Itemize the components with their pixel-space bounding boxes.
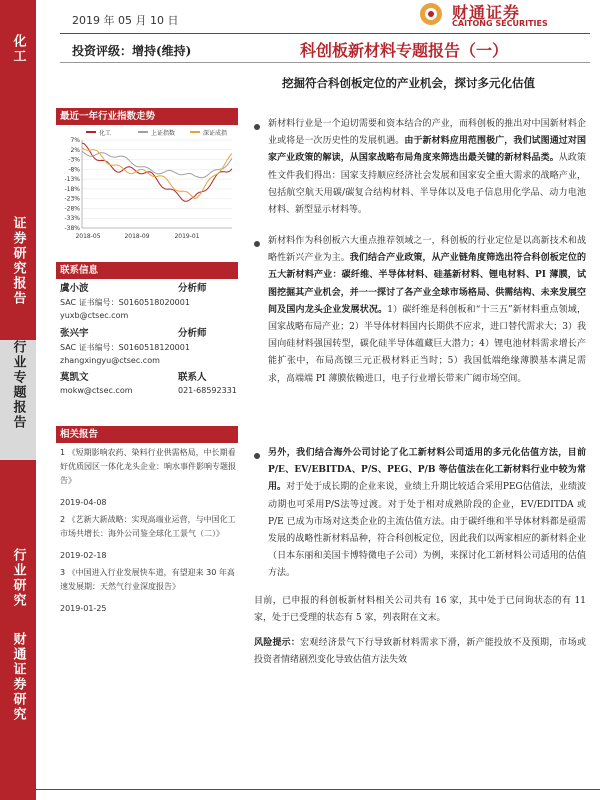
body-paragraph-2 <box>268 233 586 388</box>
contact-role-1: 分析师 <box>178 283 207 294</box>
x-tick-label-2: 2019-01 <box>174 233 200 240</box>
page-title: 科创板新材料专题报告（一） <box>300 41 509 60</box>
y-tick-label-2: -3% <box>68 156 80 164</box>
y-tick-label-4: -13% <box>64 176 80 184</box>
sidebar-research-band <box>0 460 36 800</box>
related-report-1[interactable]: 1 《短期影响农药、染料行业供需格局，中长期看好优质园区一体化龙头企业：响水事件影响专题报告》 <box>60 448 236 485</box>
y-tick-label-6: -23% <box>64 195 80 203</box>
company-logo-icon <box>419 2 443 26</box>
investment-rating: 投资评级：增持(维持) <box>72 44 192 58</box>
related-report-date-1: 2019-04-08 <box>60 498 107 507</box>
y-tick-label-0: 7% <box>70 137 80 144</box>
contact-name-1: 虞小波 <box>60 283 89 294</box>
bullet-1 <box>254 124 260 130</box>
y-tick-label-9: -38% <box>64 225 80 232</box>
sidebar-report-type: 证券研究报告 <box>10 216 26 306</box>
legend-label-1: 上证指数 <box>151 130 176 137</box>
chart-heading: 最近一年行业指数走势 <box>56 108 238 125</box>
contact-name-3: 莫凯文 <box>60 372 89 383</box>
legend-label-2: 深证成指 <box>203 130 228 137</box>
sidebar-brand: 财通证券研究 <box>10 632 26 722</box>
contact-cert-2: SAC 证书编号：S0160518120001 <box>60 343 190 352</box>
y-tick-label-1: 2% <box>70 146 80 154</box>
body-paragraph-4: 目前，已申报的科创板新材料相关公司共有 16 家，其中处于已问询状态的有 11 家，处于已受理的状态有 5 家，列表附在文末。 <box>254 596 586 624</box>
p1-text: 新材料行业是一个迫切需要和资本结合的产业，而科创板的推出对中国新材料企业或将是一次历史性的发展机遇。 <box>268 119 586 147</box>
series-line-0 <box>82 143 232 201</box>
series-line-1 <box>82 151 232 178</box>
p3-tail: 对于处于成长期的企业来说，业绩上升期比较适合采用PEG估值法，业绩波动期也可采用P/S法等过渡。对于处于相对成熟阶段的企业，EV/EDITDA 或 P/E 已成为市场对这类企业的主流估值方法。由于碳纤维和半导体材料都是亟需发展的战略性新材料品种，符合科创板定位，因此我们以两家相应的新材料企业（日本东丽和美国卡博特微电子公司）为例，来探讨化工新材料公司适用的估值方法。 <box>268 482 586 579</box>
bullet-2 <box>254 241 260 247</box>
x-tick-label-1: 2018-09 <box>124 233 150 240</box>
contact-name-2: 张兴宇 <box>60 328 89 339</box>
sidebar-category-band <box>0 340 36 460</box>
body-paragraph-1 <box>268 116 586 219</box>
contacts-heading: 联系信息 <box>56 262 238 279</box>
risk-label: 风险提示： <box>254 638 301 648</box>
p3-highlight: 另外，我们结合海外公司讨论了化工新材料公司适用的多元化估值方法，目前 P/E、EV/EBITDA、P/S、PEG、P/B 等估值法在化工新材料行业中较为常用。 <box>268 448 586 493</box>
report-date: 2019 年 05 月 10 日 <box>72 14 179 27</box>
risk-warning <box>254 635 586 669</box>
p1-highlight: 由于新材料应用范围极广，我们试图通过对国家产业政策的解读，从国家战略布局角度来筛选出最关键的新材料品类。 <box>268 136 586 164</box>
x-tick-label-0: 2018-05 <box>75 233 101 240</box>
contact-email-2[interactable]: zhangxingyu@ctsec.com <box>60 356 160 365</box>
y-tick-label-7: -28% <box>64 205 80 213</box>
contact-email-3[interactable]: mokw@ctsec.com <box>60 386 133 395</box>
sidebar-research: 行业研究 <box>10 548 26 608</box>
body-paragraph-3 <box>268 445 586 583</box>
p2-text: 新材料作为科创板六大重点推荐领域之一，科创板的行业定位是以高新技术和战略性新兴产业为主。 <box>268 236 586 264</box>
logo-english: CAITONG SECURITIES <box>452 19 548 28</box>
related-heading: 相关报告 <box>56 426 238 443</box>
p2-highlight: 我们结合产业政策，从产业链角度筛选出符合科创板定位的五大新材料产业：碳纤维、半导体材料、硅基新材料、锂电材料、PI 薄膜，试图挖掘其产业机会，并一一探讨了各产业全球市场格局、供需结构、未来发展空间及国内龙头企业发展状况。 <box>268 253 586 315</box>
risk-text: 宏观经济景气下行导致新材料需求下滑，新产能投放不及预期，市场或投资者情绪剧烈变化导致估值方法失效 <box>254 638 586 666</box>
industry-index-chart <box>56 126 238 244</box>
title-divider <box>60 62 590 63</box>
legend-label-0: 化工 <box>99 130 112 137</box>
bullet-3 <box>254 453 260 459</box>
footer-divider <box>0 789 600 790</box>
contact-email-1[interactable]: yuxb@ctsec.com <box>60 311 129 320</box>
y-tick-label-8: -33% <box>64 215 80 223</box>
contact-role-3: 联系人 <box>178 372 207 383</box>
related-report-date-3: 2019-01-25 <box>60 604 107 613</box>
header-divider <box>60 33 590 34</box>
contact-cert-1: SAC 证书编号：S0160518020001 <box>60 298 190 307</box>
related-report-3[interactable]: 3 《中国进入行业发展快车道，有望迎来 30 年高速发展期：天然气行业深度报告》 <box>60 568 235 591</box>
y-tick-label-3: -8% <box>68 166 80 174</box>
page-subtitle: 挖掘符合科创板定位的产业机会，探讨多元化估值 <box>282 76 535 90</box>
y-tick-label-5: -18% <box>64 185 80 193</box>
logo-name: 财通证券 <box>452 3 521 22</box>
sidebar-industry-band <box>0 0 36 100</box>
sidebar-report-type-band <box>0 100 36 340</box>
related-report-date-2: 2019-02-18 <box>60 551 107 560</box>
sidebar-industry: 化工 <box>10 34 26 64</box>
sidebar-category: 行业专题报告 <box>10 340 26 430</box>
p1-tail: 从政策性文件我们得出：国家支持顺应经济社会发展和国家安全重大需求的战略产业，包括航空航天用碳/碳复合结构材料、半导体以及电子信息用化学品、动力电池材料、新型显示材料等。 <box>268 153 586 216</box>
related-report-2[interactable]: 2 《艺新大新战略：实现高端业运营，与中国化工市场共增长：海外公司鉴全球化工景气（二）》 <box>60 515 236 538</box>
contact-role-2: 分析师 <box>178 328 207 339</box>
contact-phone-3: 021-68592331 <box>178 386 237 395</box>
p2-tail: 1）碳纤维是科创板和“十三五”新材料重点领域，国家战略布局产业；2）半导体材料国内长期供不应求，进口替代需求大；3）我国向硅材料强国转型，碳化硅半导体蕴藏巨大潜力；4）锂电池材料需求增长产能扩张中，布局高镍三元正极材料正当时；5）我国低端绝缘薄膜基本满足需求，高端端 PI 薄膜依赖进口，电子行业增长带来广阔市场空间。 <box>268 304 586 384</box>
